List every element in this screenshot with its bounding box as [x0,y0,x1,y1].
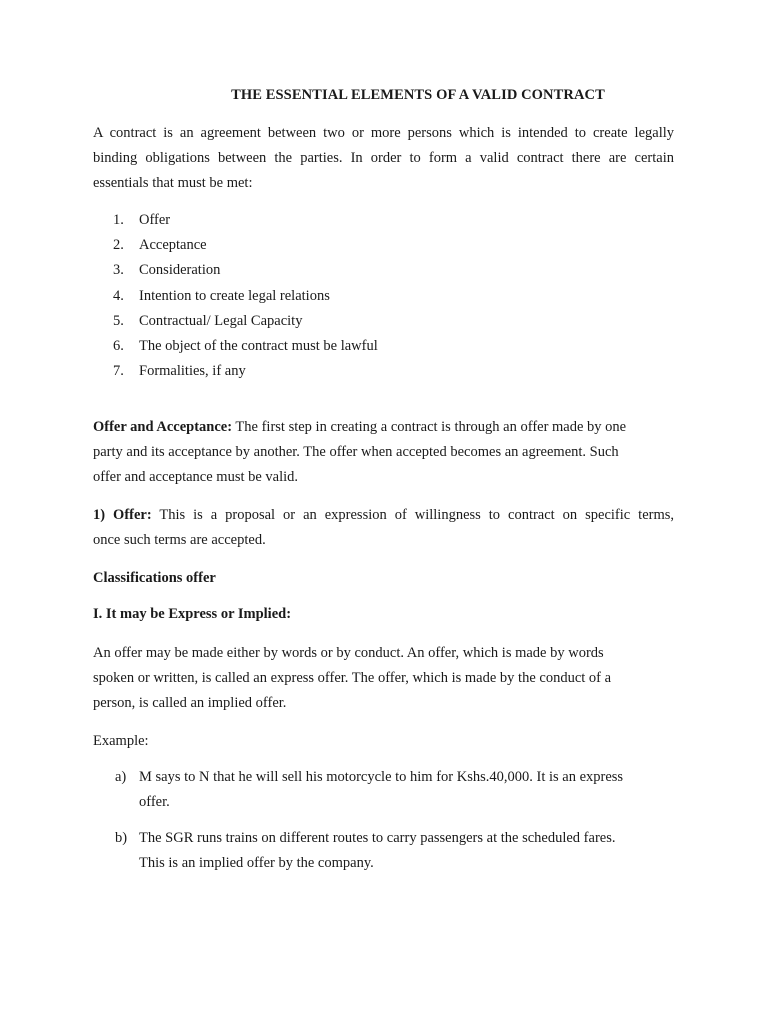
example-item: b) The SGR runs trains on different routes to carry passengers at the scheduled fares. This is an implied offer by the company. [115,830,616,871]
list-item: 7. Formalities, if any [113,363,246,380]
paragraph-line: Offer and Acceptance: The first step in creating a contract is through an offer made by one [93,419,627,435]
list-item: 6. The object of the contract must be lawful [113,337,378,354]
offer-acceptance-paragraph [93,415,674,490]
paragraph-line: 1) Offer: This is a proposal or an expression of willingness to contract on specific terms, [93,507,675,523]
list-item: 3. Consideration [113,262,221,279]
paragraph-line: spoken or written, is called an express offer. The offer, which is made by the conduct of a [93,670,612,686]
intro-line: essentials that must be met: [93,175,253,191]
express-paragraph [93,641,674,716]
intro-paragraph [93,121,674,196]
list-item: 5. Contractual/ Legal Capacity [113,312,303,329]
example-item: a) M says to N that he will sell his motorcycle to him for Kshs.40,000. It is an express offer. [115,769,624,810]
classifications-heading: Classifications offer [93,570,216,586]
paragraph-line: party and its acceptance by another. The offer when accepted becomes an agreement. Such [93,444,619,460]
essentials-list [113,208,673,384]
intro-line: binding obligations between the parties. In order to form a valid contract there are certain [93,150,674,166]
intro-line: A contract is an agreement between two or more persons which is intended to create legally [93,125,674,141]
section-heading: Offer and Acceptance: [93,419,233,435]
paragraph-line: person, is called an implied offer. [93,695,287,711]
offer-definition-paragraph [93,503,674,553]
document-title: THE ESSENTIAL ELEMENTS OF A VALID CONTRACT [231,87,605,103]
paragraph-line: once such terms are accepted. [93,532,266,548]
express-implied-heading: I. It may be Express or Implied: [93,606,292,622]
paragraph-line: offer and acceptance must be valid. [93,469,299,485]
list-item: 4. Intention to create legal relations [113,287,330,304]
example-label: Example: [93,733,149,749]
section-heading: 1) Offer: [93,507,152,523]
list-item: 1. Offer [113,212,171,228]
list-item: 2. Acceptance [113,237,207,254]
paragraph-line: An offer may be made either by words or by conduct. An offer, which is made by words [93,645,604,661]
